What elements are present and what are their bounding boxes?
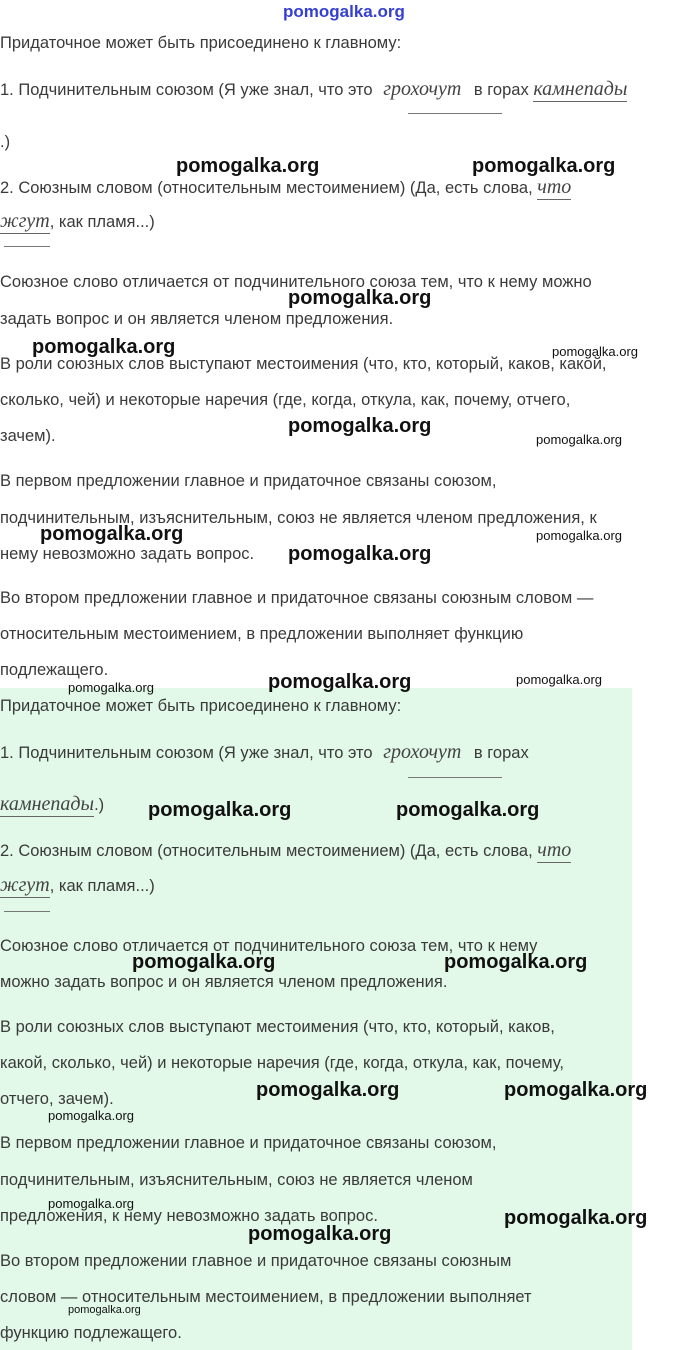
block2-p3-line1: Союзное слово отличается от подчинительного союза тем, что к нему bbox=[0, 937, 538, 955]
underline-mark bbox=[408, 777, 502, 778]
watermark: pomogalka.org bbox=[256, 1079, 400, 1101]
block1-p6-line1: Во втором предложении главное и придаточное связаны союзным словом — bbox=[0, 589, 594, 607]
block2-p6-line1: Во втором предложении главное и придаточное связаны союзным bbox=[0, 1252, 512, 1270]
watermark: pomogalka.org bbox=[148, 799, 292, 821]
block1-p5-line3: нему невозможно задать вопрос. bbox=[0, 545, 255, 563]
block1-intro: Придаточное может быть присоединено к главному: bbox=[0, 34, 402, 52]
site-logo: pomogalka.org bbox=[283, 2, 405, 21]
block1-p6-line3: подлежащего. bbox=[0, 661, 109, 679]
watermark: pomogalka.org bbox=[288, 543, 432, 565]
block1-item2-cont bbox=[0, 210, 155, 233]
watermark: pomogalka.org bbox=[68, 680, 154, 695]
watermark: pomogalka.org bbox=[472, 155, 616, 177]
block2-item2-cont bbox=[0, 874, 155, 897]
block2-p5-line2: подчинительным, изъяснительным, союз не является членом bbox=[0, 1171, 473, 1189]
block2-handwritten-word: грохочут bbox=[383, 741, 462, 763]
block1-p6-line2: относительным местоимением, в предложении выполняет функцию bbox=[0, 625, 524, 643]
block2-p5-line1: В первом предложении главное и придаточное связаны союзом, bbox=[0, 1134, 497, 1152]
block2-item2-prefix: 2. Союзным словом (относительным местоимением) (Да, есть слова, bbox=[0, 842, 533, 860]
block2-p3-line2: можно задать вопрос и он является членом предложения. bbox=[0, 973, 448, 991]
block1-p4-line3: зачем). bbox=[0, 427, 56, 445]
watermark: pomogalka.org bbox=[552, 344, 638, 359]
watermark: pomogalka.org bbox=[288, 287, 432, 309]
watermark: pomogalka.org bbox=[504, 1079, 648, 1101]
block1-p3-line1: Союзное слово отличается от подчинительного союза тем, что к нему можно bbox=[0, 273, 592, 291]
block2-p4-line2: какой, сколько, чей) и некоторые наречия (где, когда, откула, как, почему, bbox=[0, 1054, 564, 1072]
block2-item1-cont bbox=[0, 793, 104, 816]
watermark: pomogalka.org bbox=[268, 671, 412, 693]
watermark: pomogalka.org bbox=[516, 672, 602, 687]
underline-mark bbox=[408, 113, 502, 114]
block1-p3-line2: задать вопрос и он является членом предложения. bbox=[0, 310, 394, 328]
block2-handwritten-word: жгут bbox=[0, 874, 50, 896]
watermark: pomogalka.org bbox=[48, 1108, 134, 1123]
block2-item2-end: , как пламя...) bbox=[49, 877, 155, 895]
block1-item1 bbox=[0, 78, 627, 101]
watermark: pomogalka.org bbox=[536, 528, 622, 543]
underline-mark bbox=[4, 911, 50, 912]
block2-item1-mid: в горах bbox=[473, 744, 529, 762]
block2-p5-line3: предложения, к нему невозможно задать вопрос. bbox=[0, 1207, 378, 1225]
block2-p4-line1: В роли союзных слов выступают местоимения (что, кто, который, каков, bbox=[0, 1018, 555, 1036]
block1-p5-line2: подчинительным, изъяснительным, союз не является членом предложения, к bbox=[0, 509, 597, 527]
block1-item2 bbox=[0, 176, 571, 199]
block1-item2-end: , как пламя...) bbox=[49, 213, 155, 231]
watermark: pomogalka.org bbox=[32, 336, 176, 358]
block2-p6-line2: словом — относительным местоимением, в предложении выполняет bbox=[0, 1288, 532, 1306]
block1-item1-prefix: 1. Подчинительным союзом (Я уже знал, что это bbox=[0, 81, 373, 99]
block2-intro: Придаточное может быть присоединено к главному: bbox=[0, 697, 402, 715]
block1-handwritten-word: жгут bbox=[0, 210, 50, 232]
block2-item1 bbox=[0, 741, 529, 764]
block1-item2-prefix: 2. Союзным словом (относительным местоимением) (Да, есть слова, bbox=[0, 179, 533, 197]
watermark: pomogalka.org bbox=[132, 951, 276, 973]
watermark: pomogalka.org bbox=[288, 415, 432, 437]
block1-handwritten-word: что bbox=[537, 176, 572, 198]
watermark: pomogalka.org bbox=[536, 432, 622, 447]
block1-p4-line1: В роли союзных слов выступают местоимения (что, кто, который, каков, какой, bbox=[0, 355, 607, 373]
watermark: pomogalka.org bbox=[48, 1196, 134, 1211]
block2-item2 bbox=[0, 839, 571, 862]
block2-handwritten-word: камнепады bbox=[0, 793, 95, 815]
watermark: pomogalka.org bbox=[248, 1223, 392, 1245]
watermark: pomogalka.org bbox=[176, 155, 320, 177]
watermark: pomogalka.org bbox=[40, 523, 184, 545]
block2-p4-line3: отчего, зачем). bbox=[0, 1090, 114, 1108]
block1-handwritten-word: камнепады bbox=[533, 78, 628, 100]
block1-p5-line1: В первом предложении главное и придаточное связаны союзом, bbox=[0, 472, 497, 490]
watermark: pomogalka.org bbox=[68, 1304, 141, 1316]
block1-handwritten-word: грохочут bbox=[383, 78, 462, 100]
block1-p4-line2: сколько, чей) и некоторые наречия (где, когда, откула, как, почему, отчего, bbox=[0, 391, 571, 409]
block1-item1-end: .) bbox=[0, 133, 11, 151]
watermark: pomogalka.org bbox=[504, 1207, 648, 1229]
block2-item1-end: .) bbox=[94, 796, 105, 814]
underline-mark bbox=[4, 246, 50, 247]
block2-handwritten-word: что bbox=[537, 839, 572, 861]
block1-item1-mid: в горах bbox=[473, 81, 529, 99]
watermark: pomogalka.org bbox=[444, 951, 588, 973]
block2-p6-line3: функцию подлежащего. bbox=[0, 1324, 182, 1342]
block2-item1-prefix: 1. Подчинительным союзом (Я уже знал, что это bbox=[0, 744, 373, 762]
watermark: pomogalka.org bbox=[396, 799, 540, 821]
